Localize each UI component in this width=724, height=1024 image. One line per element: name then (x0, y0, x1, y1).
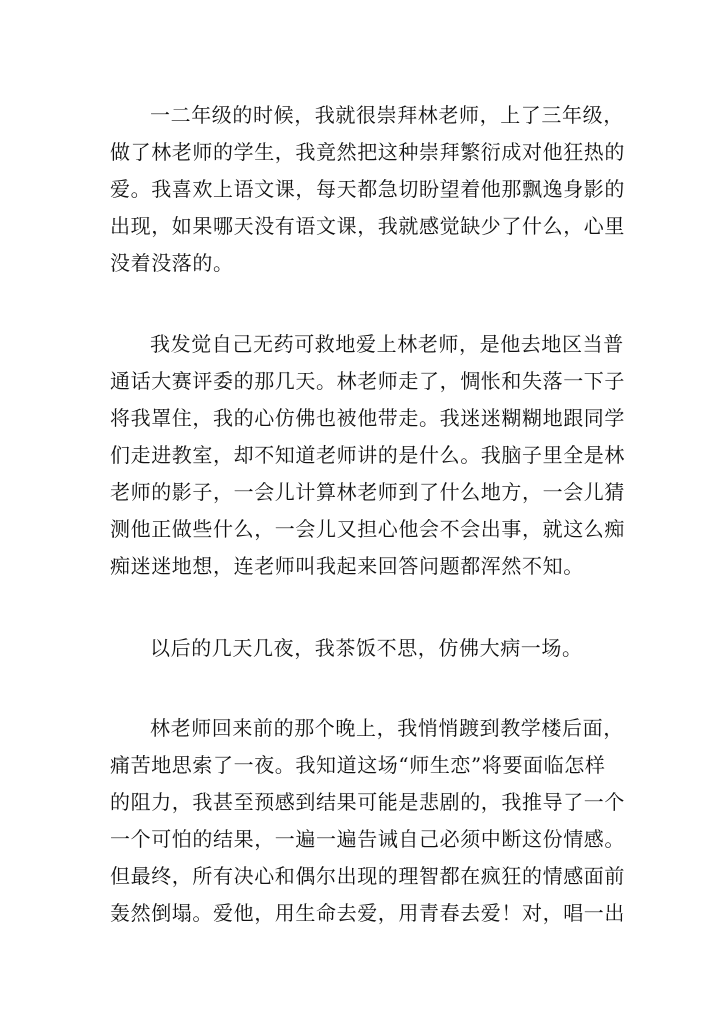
text-line: 老师的影子，一会儿计算林老师到了什么地方，一会儿猜 (110, 480, 625, 504)
text-line: 痛苦地思索了一夜。我知道这场“师生恋”将要面临怎样 (110, 753, 606, 777)
text-line: 们走进教室，却不知道老师讲的是什么。我脑子里全是林 (110, 443, 625, 467)
text-line: 林老师回来前的那个晚上，我悄悄踱到教学楼后面， (150, 716, 624, 740)
paragraph-2 (110, 326, 625, 585)
text-line: 爱。我喜欢上语文课，每天都急切盼望着他那飘逸身影的 (110, 177, 625, 201)
text-line: 测他正做些什么，一会儿又担心他会不会出事，就这么痴 (110, 517, 625, 541)
text-line: 做了林老师的学生，我竟然把这种崇拜繁衍成对他狂热的 (110, 140, 625, 164)
text-line: 我发觉自己无药可救地爱上林老师，是他去地区当普 (150, 332, 624, 356)
text-line: 以后的几天几夜，我茶饭不思，仿佛大病一场。 (150, 636, 583, 660)
text-line: 通话大赛评委的那几天。林老师走了，惆怅和失落一下子 (110, 369, 625, 393)
text-line: 但最终，所有决心和偶尔出现的理智都在疯狂的情感面前 (110, 864, 625, 888)
text-line: 痴迷迷地想，连老师叫我起来回答问题都浑然不知。 (110, 554, 584, 578)
text-line: 没着没落的。 (110, 251, 234, 275)
paragraph-4 (110, 710, 625, 932)
text-line: 轰然倒塌。爱他，用生命去爱，用青春去爱！对，唱一出 (110, 901, 625, 925)
text-line: 一个可怕的结果，一遍一遍告诫自己必须中断这份情感。 (110, 827, 625, 851)
text-line: 将我罩住，我的心仿佛也被他带走。我迷迷糊糊地跟同学 (110, 406, 625, 430)
text-line: 一二年级的时候，我就很崇拜林老师，上了三年级， (150, 103, 624, 127)
text-line: 出现，如果哪天没有语文课，我就感觉缺少了什么，心里 (110, 214, 625, 238)
paragraph-3 (110, 630, 620, 667)
text-line: 的阻力，我甚至预感到结果可能是悲剧的，我推导了一个 (110, 790, 625, 814)
paragraph-1 (110, 97, 625, 282)
